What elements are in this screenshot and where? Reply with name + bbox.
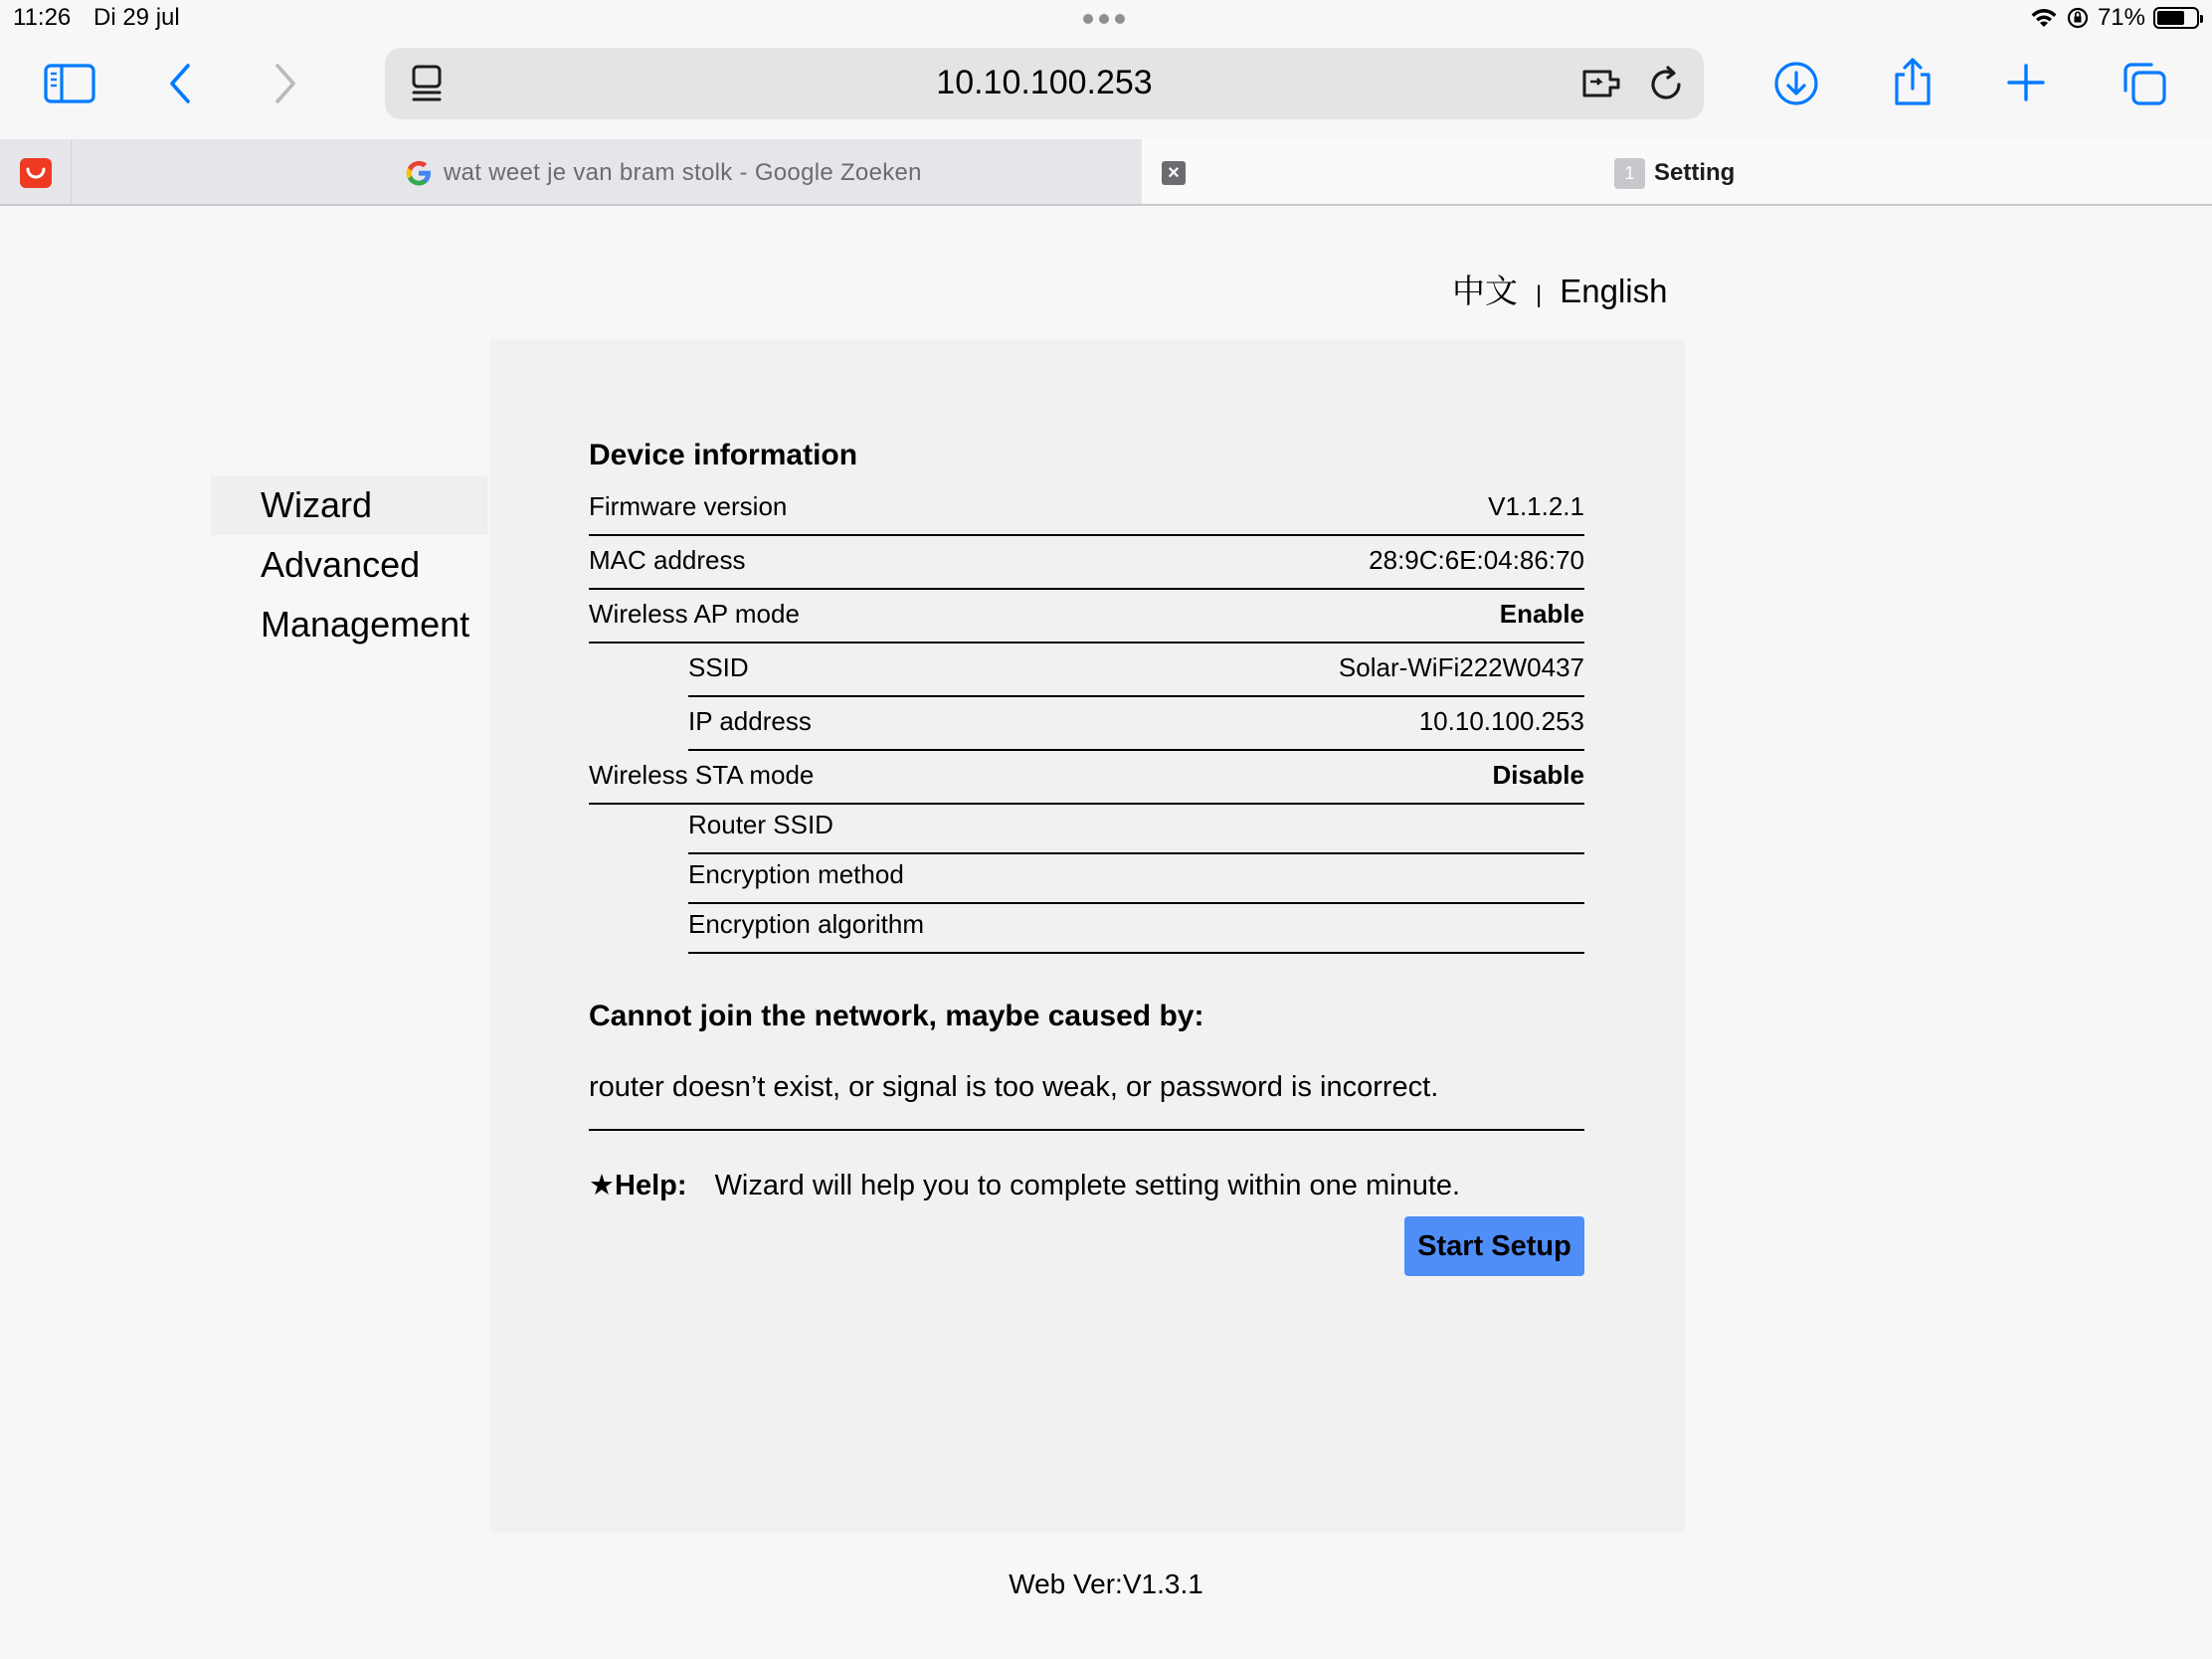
mac-value: 28:9C:6E:04:86:70 <box>1369 545 1584 575</box>
ip-label: IP address <box>688 706 812 736</box>
firmware-value: V1.1.2.1 <box>1488 491 1584 521</box>
ip-value: 10.10.100.253 <box>1418 706 1584 736</box>
sidebar-icon[interactable] <box>44 62 95 105</box>
router-ssid-label: Router SSID <box>688 810 833 839</box>
sta-mode-value: Disable <box>1492 760 1584 790</box>
reload-icon[interactable] <box>1646 64 1686 103</box>
wifi-icon <box>2030 7 2058 29</box>
row-ip <box>688 697 1584 751</box>
share-icon[interactable] <box>1890 56 1936 107</box>
help-text: Wizard will help you to complete setting within one minute. <box>714 1170 1461 1201</box>
nav-management[interactable]: Management <box>261 604 470 645</box>
nav-advanced[interactable]: Advanced <box>261 544 421 585</box>
row-ap-mode <box>589 590 1584 644</box>
tab-google-search[interactable] <box>72 139 1142 204</box>
extension-icon[interactable] <box>1580 64 1624 103</box>
cannot-join-title: Cannot join the network, maybe caused by: <box>589 1000 1204 1032</box>
encryption-algorithm-label: Encryption algorithm <box>688 909 924 939</box>
address-bar[interactable] <box>385 48 1704 119</box>
language-switch <box>1452 266 1667 312</box>
ssid-value: Solar-WiFi222W0437 <box>1338 652 1584 682</box>
multitasking-dots-icon[interactable] <box>1083 14 1125 24</box>
main-panel <box>489 339 1685 1533</box>
tab-setting-label[interactable]: Setting <box>1654 159 1736 186</box>
google-icon <box>404 158 434 188</box>
status-date: Di 29 jul <box>93 4 180 31</box>
tab-setting-badge: 1 <box>1614 158 1645 189</box>
lang-english-link[interactable]: English <box>1560 273 1668 309</box>
row-router-ssid <box>688 805 1584 854</box>
cannot-join-reasons: router doesn’t exist, or signal is too weak, or password is incorrect. <box>589 1071 1439 1103</box>
status-indicators <box>2030 4 2199 32</box>
orientation-lock-icon <box>2066 6 2090 30</box>
battery-icon <box>2153 7 2199 29</box>
tab-pinned[interactable] <box>0 139 72 204</box>
status-bar <box>0 0 2212 40</box>
row-ssid <box>688 644 1584 697</box>
forward-icon[interactable] <box>271 62 300 105</box>
browser-toolbar <box>0 40 2212 139</box>
cannot-join-text <box>589 1071 1584 1131</box>
close-tab-icon[interactable]: × <box>1162 161 1186 185</box>
row-sta-mode <box>589 751 1584 805</box>
ssid-label: SSID <box>688 652 749 682</box>
row-mac <box>589 536 1584 590</box>
device-info-title: Device information <box>589 439 858 471</box>
download-icon[interactable] <box>1772 60 1820 107</box>
encryption-method-label: Encryption method <box>688 859 904 889</box>
help-label: ★Help: <box>589 1170 687 1201</box>
tab-bar <box>0 139 2212 206</box>
tab-google-label: wat weet je van bram stolk - Google Zoeken <box>444 159 922 186</box>
web-content <box>0 206 2212 1659</box>
aliexpress-icon <box>20 158 52 188</box>
ap-mode-value: Enable <box>1499 599 1584 629</box>
web-version: Web Ver:V1.3.1 <box>1009 1568 1203 1599</box>
back-icon[interactable] <box>165 62 195 105</box>
side-nav <box>211 475 487 654</box>
row-encryption-method <box>688 854 1584 904</box>
mac-label: MAC address <box>589 545 746 575</box>
row-firmware <box>589 482 1584 536</box>
lang-chinese-link[interactable]: 中文 <box>1452 273 1518 309</box>
new-tab-icon[interactable] <box>2005 62 2047 103</box>
nav-wizard[interactable]: Wizard <box>211 475 487 535</box>
row-encryption-algorithm <box>688 904 1584 954</box>
status-time: 11:26 <box>13 4 72 31</box>
tabs-icon[interactable] <box>2120 60 2168 107</box>
ap-mode-label: Wireless AP mode <box>589 599 800 629</box>
lang-separator: | <box>1536 281 1543 308</box>
battery-percent: 71% <box>2097 4 2145 31</box>
sta-mode-label: Wireless STA mode <box>589 760 815 790</box>
firmware-label: Firmware version <box>589 491 788 521</box>
start-setup-button[interactable]: Start Setup <box>1404 1216 1584 1276</box>
url-text[interactable]: 10.10.100.253 <box>936 64 1153 101</box>
help-line <box>589 1168 1460 1202</box>
